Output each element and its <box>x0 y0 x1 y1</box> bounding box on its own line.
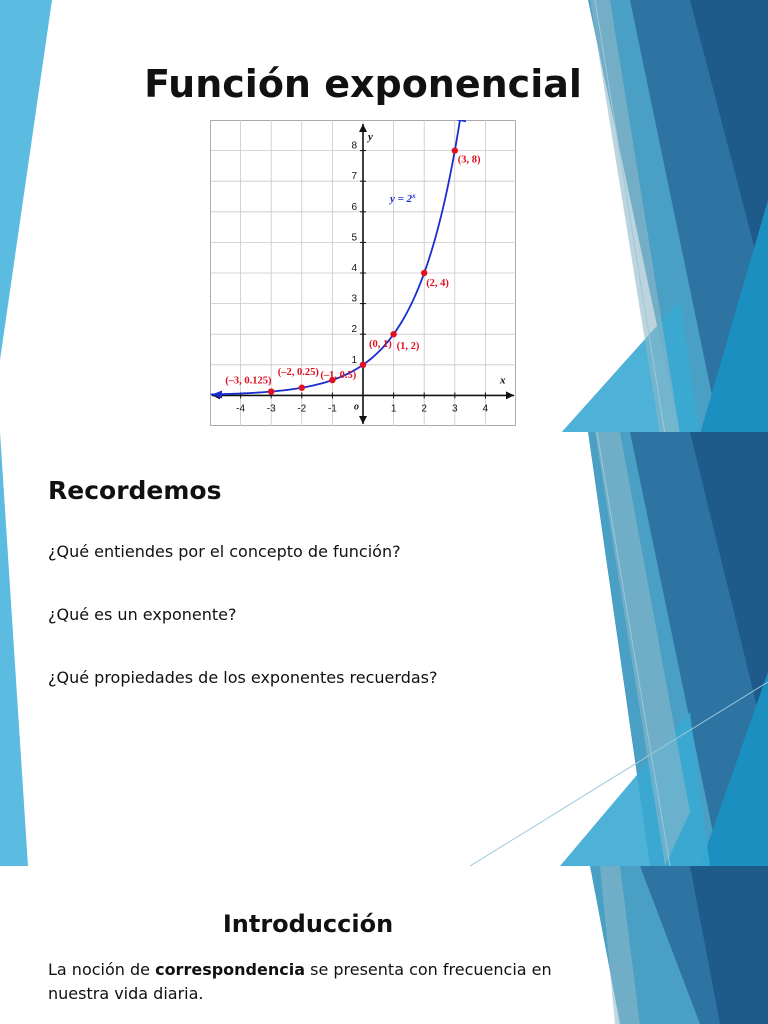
x-tick-label: 3 <box>452 403 458 415</box>
intro-paragraph <box>48 958 588 1006</box>
data-point <box>390 331 396 337</box>
y-tick-label: 5 <box>351 232 357 244</box>
slide-title: Función exponencial <box>144 62 582 106</box>
y-tick-label: 2 <box>351 324 357 336</box>
x-tick-label: -2 <box>297 403 307 415</box>
slide-1 <box>0 0 768 432</box>
question-1: ¿Qué entiendes por el concepto de función? <box>48 542 401 561</box>
origin-label: o <box>354 401 359 413</box>
data-point-label: (–2, 0.25) <box>277 366 319 378</box>
y-tick-label: 8 <box>351 140 357 152</box>
para-bold-term: correspondencia <box>155 960 306 979</box>
data-point <box>299 385 305 391</box>
x-tick-label: 1 <box>390 403 397 415</box>
data-point <box>360 362 366 368</box>
x-tick-label: 4 <box>482 403 489 415</box>
x-tick-label: 2 <box>421 403 427 415</box>
y-tick-label: 6 <box>351 201 357 213</box>
x-tick-label: -3 <box>266 403 276 415</box>
x-tick-label: -4 <box>236 403 246 415</box>
x-axis-label: x <box>500 374 506 387</box>
y-tick-label: 1 <box>351 354 357 366</box>
para-text-end: se presenta con frecuencia en nuestra vida diaria. <box>48 960 552 1003</box>
data-point-label: (–3, 0.125) <box>225 375 272 387</box>
data-point <box>421 270 427 276</box>
section-heading: Recordemos <box>48 476 222 505</box>
data-point-label: (2, 4) <box>426 278 449 289</box>
exponential-chart <box>210 120 516 426</box>
data-point <box>452 147 458 153</box>
x-tick-label: -1 <box>327 403 337 415</box>
function-label: $y = 2^x$ <box>390 192 416 205</box>
para-text-start: La noción de <box>48 960 156 979</box>
y-axis-label: y <box>368 131 373 143</box>
y-tick-label: 7 <box>351 171 357 183</box>
data-point <box>268 388 274 394</box>
question-2: ¿Qué es un exponente? <box>48 605 237 624</box>
slide-3 <box>0 866 768 1024</box>
data-point-label: (0, 1) <box>369 338 392 350</box>
slide-2 <box>0 432 768 866</box>
y-tick-label: 4 <box>351 263 357 274</box>
slide-title: Introducción <box>222 910 394 938</box>
data-point-label: (1, 2) <box>396 341 420 353</box>
y-tick-label: 3 <box>351 293 357 305</box>
question-3: ¿Qué propiedades de los exponentes recuerdas? <box>48 668 438 687</box>
data-point-label: (3, 8) <box>457 154 481 166</box>
data-point-label: (–1, 0.5) <box>320 370 357 382</box>
